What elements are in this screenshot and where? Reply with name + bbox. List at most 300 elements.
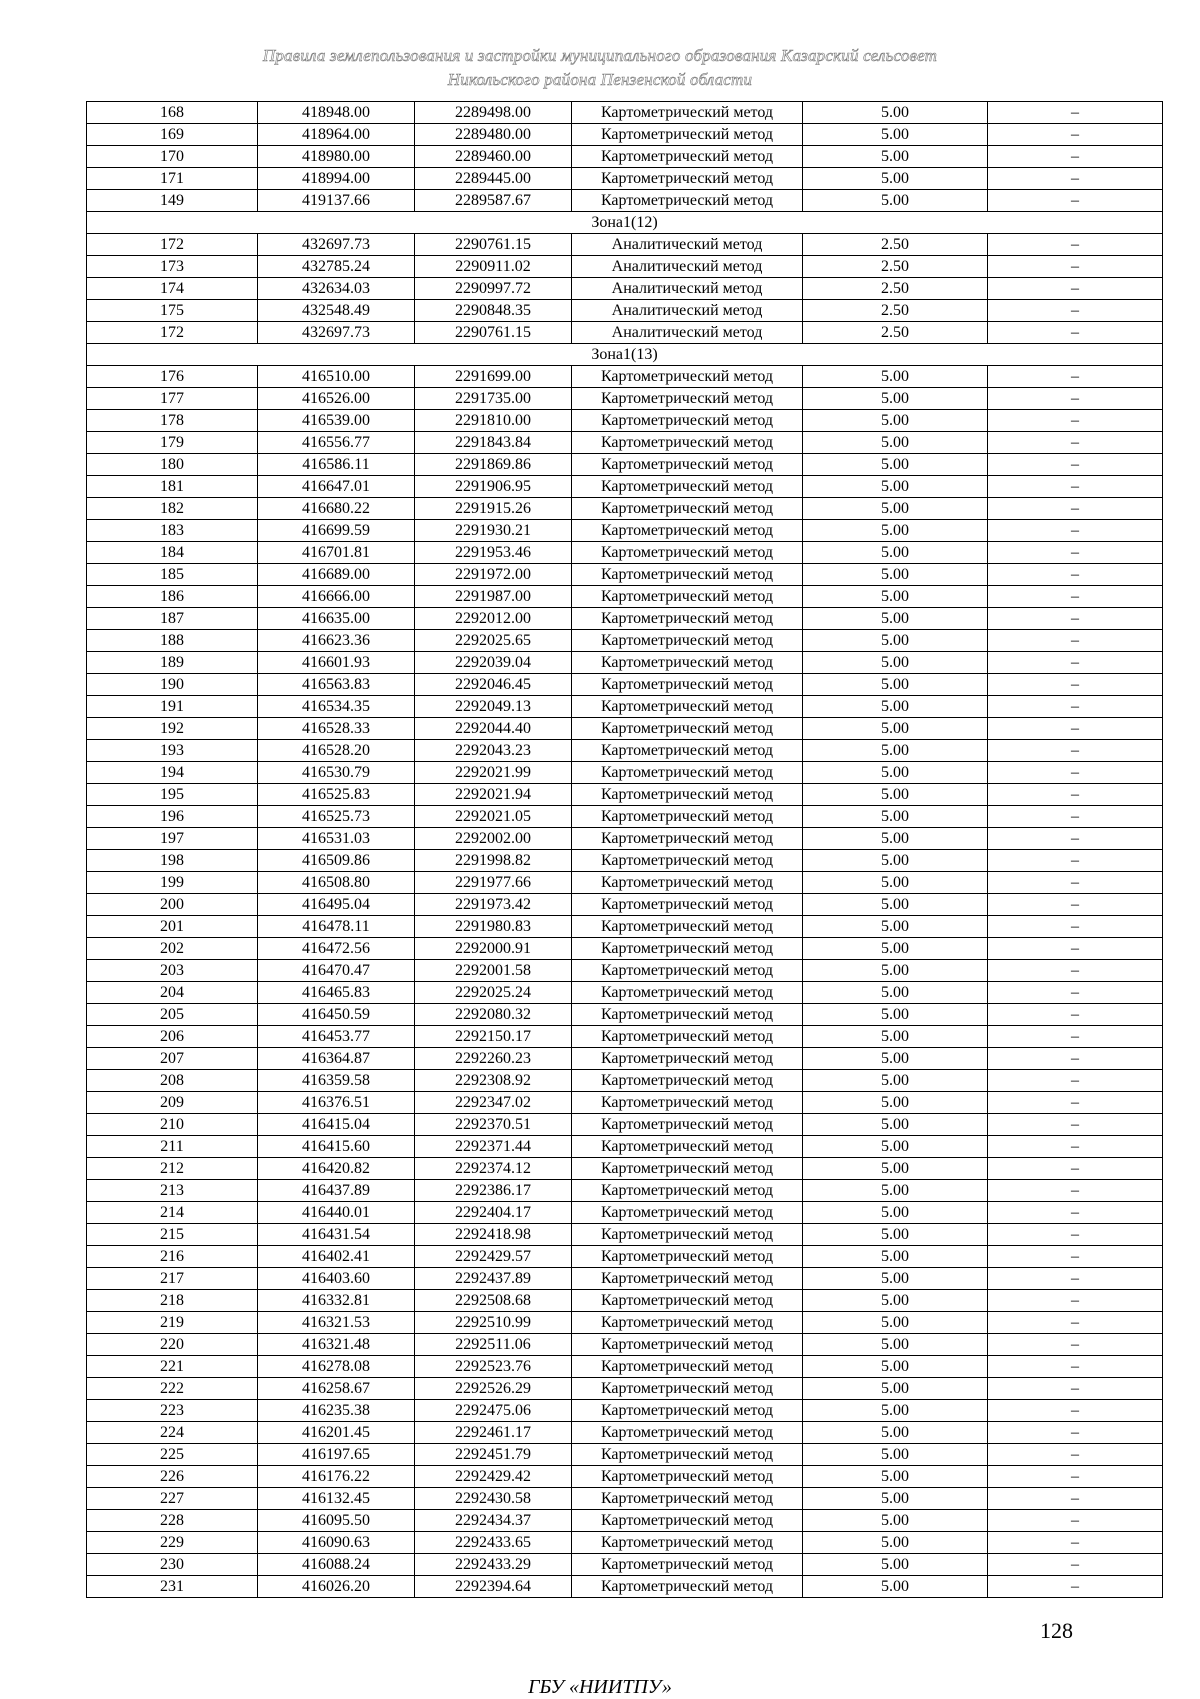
- point-number-cell: 217: [87, 1268, 258, 1290]
- description-cell: –: [988, 762, 1163, 784]
- x-coordinate-cell: 432785.24: [258, 256, 415, 278]
- table-row: [87, 608, 1163, 630]
- point-number-cell: 221: [87, 1356, 258, 1378]
- table-row: [87, 190, 1163, 212]
- y-coordinate-cell: 2289480.00: [415, 124, 572, 146]
- point-number-cell: 226: [87, 1466, 258, 1488]
- y-coordinate-cell: 2292080.32: [415, 1004, 572, 1026]
- table-row: [87, 520, 1163, 542]
- accuracy-cell: 5.00: [803, 608, 988, 630]
- table-row: [87, 1202, 1163, 1224]
- point-number-cell: 202: [87, 938, 258, 960]
- description-cell: –: [988, 1268, 1163, 1290]
- description-cell: –: [988, 1026, 1163, 1048]
- table-row: [87, 630, 1163, 652]
- point-number-cell: 176: [87, 366, 258, 388]
- method-cell: Картометрический метод: [572, 1290, 803, 1312]
- accuracy-cell: 2.50: [803, 234, 988, 256]
- table-row: [87, 1004, 1163, 1026]
- header-line-1: Правила землепользования и застройки муниципального образования Казарский сельсовет: [262, 46, 938, 65]
- accuracy-cell: 5.00: [803, 1356, 988, 1378]
- x-coordinate-cell: 416403.60: [258, 1268, 415, 1290]
- accuracy-cell: 5.00: [803, 1466, 988, 1488]
- running-header: [0, 44, 1200, 92]
- x-coordinate-cell: 416680.22: [258, 498, 415, 520]
- x-coordinate-cell: 416415.60: [258, 1136, 415, 1158]
- x-coordinate-cell: 416026.20: [258, 1576, 415, 1598]
- accuracy-cell: 5.00: [803, 696, 988, 718]
- table-row: [87, 102, 1163, 124]
- x-coordinate-cell: 416525.73: [258, 806, 415, 828]
- method-cell: Картометрический метод: [572, 938, 803, 960]
- x-coordinate-cell: 416278.08: [258, 1356, 415, 1378]
- footer-organization: ГБУ «НИИТПУ»: [528, 1676, 672, 1698]
- table-row: [87, 1246, 1163, 1268]
- accuracy-cell: 5.00: [803, 938, 988, 960]
- accuracy-cell: 5.00: [803, 1268, 988, 1290]
- x-coordinate-cell: 416235.38: [258, 1400, 415, 1422]
- accuracy-cell: 5.00: [803, 1224, 988, 1246]
- y-coordinate-cell: 2292523.76: [415, 1356, 572, 1378]
- accuracy-cell: 5.00: [803, 498, 988, 520]
- table-row: [87, 1576, 1163, 1598]
- x-coordinate-cell: 416647.01: [258, 476, 415, 498]
- y-coordinate-cell: 2292510.99: [415, 1312, 572, 1334]
- description-cell: –: [988, 1488, 1163, 1510]
- method-cell: Картометрический метод: [572, 1202, 803, 1224]
- accuracy-cell: 5.00: [803, 894, 988, 916]
- table-row: [87, 454, 1163, 476]
- method-cell: Картометрический метод: [572, 1092, 803, 1114]
- description-cell: –: [988, 498, 1163, 520]
- description-cell: –: [988, 454, 1163, 476]
- x-coordinate-cell: 432697.73: [258, 322, 415, 344]
- table-row: [87, 1312, 1163, 1334]
- accuracy-cell: 5.00: [803, 1510, 988, 1532]
- accuracy-cell: 5.00: [803, 520, 988, 542]
- description-cell: –: [988, 1092, 1163, 1114]
- y-coordinate-cell: 2292386.17: [415, 1180, 572, 1202]
- x-coordinate-cell: 416666.00: [258, 586, 415, 608]
- x-coordinate-cell: 416197.65: [258, 1444, 415, 1466]
- description-cell: –: [988, 1180, 1163, 1202]
- x-coordinate-cell: 416556.77: [258, 432, 415, 454]
- accuracy-cell: 5.00: [803, 1114, 988, 1136]
- method-cell: Картометрический метод: [572, 410, 803, 432]
- zone-header-row: [87, 344, 1163, 366]
- table-row: [87, 1334, 1163, 1356]
- x-coordinate-cell: 416095.50: [258, 1510, 415, 1532]
- method-cell: Картометрический метод: [572, 1356, 803, 1378]
- description-cell: –: [988, 1158, 1163, 1180]
- table-row: [87, 1510, 1163, 1532]
- description-cell: –: [988, 410, 1163, 432]
- method-cell: Аналитический метод: [572, 256, 803, 278]
- description-cell: –: [988, 1576, 1163, 1598]
- coordinates-table-wrapper: [86, 101, 1162, 1598]
- description-cell: –: [988, 124, 1163, 146]
- accuracy-cell: 5.00: [803, 1158, 988, 1180]
- accuracy-cell: 5.00: [803, 1444, 988, 1466]
- x-coordinate-cell: 416509.86: [258, 850, 415, 872]
- description-cell: –: [988, 872, 1163, 894]
- x-coordinate-cell: 416508.80: [258, 872, 415, 894]
- accuracy-cell: 5.00: [803, 850, 988, 872]
- table-row: [87, 806, 1163, 828]
- description-cell: –: [988, 542, 1163, 564]
- accuracy-cell: 5.00: [803, 960, 988, 982]
- table-row: [87, 1444, 1163, 1466]
- y-coordinate-cell: 2291998.82: [415, 850, 572, 872]
- description-cell: –: [988, 806, 1163, 828]
- y-coordinate-cell: 2292044.40: [415, 718, 572, 740]
- accuracy-cell: 5.00: [803, 1312, 988, 1334]
- method-cell: Картометрический метод: [572, 718, 803, 740]
- y-coordinate-cell: 2292025.65: [415, 630, 572, 652]
- method-cell: Картометрический метод: [572, 366, 803, 388]
- description-cell: –: [988, 520, 1163, 542]
- accuracy-cell: 5.00: [803, 190, 988, 212]
- y-coordinate-cell: 2290761.15: [415, 234, 572, 256]
- table-row: [87, 1356, 1163, 1378]
- point-number-cell: 219: [87, 1312, 258, 1334]
- x-coordinate-cell: 416402.41: [258, 1246, 415, 1268]
- point-number-cell: 223: [87, 1400, 258, 1422]
- method-cell: Картометрический метод: [572, 190, 803, 212]
- x-coordinate-cell: 416440.01: [258, 1202, 415, 1224]
- y-coordinate-cell: 2291930.21: [415, 520, 572, 542]
- description-cell: –: [988, 1070, 1163, 1092]
- accuracy-cell: 5.00: [803, 432, 988, 454]
- accuracy-cell: 2.50: [803, 278, 988, 300]
- point-number-cell: 172: [87, 322, 258, 344]
- accuracy-cell: 5.00: [803, 828, 988, 850]
- table-row: [87, 1092, 1163, 1114]
- x-coordinate-cell: 416526.00: [258, 388, 415, 410]
- point-number-cell: 179: [87, 432, 258, 454]
- description-cell: –: [988, 278, 1163, 300]
- y-coordinate-cell: 2292150.17: [415, 1026, 572, 1048]
- point-number-cell: 207: [87, 1048, 258, 1070]
- table-row: [87, 124, 1163, 146]
- description-cell: –: [988, 938, 1163, 960]
- y-coordinate-cell: 2292000.91: [415, 938, 572, 960]
- accuracy-cell: 5.00: [803, 784, 988, 806]
- accuracy-cell: 5.00: [803, 586, 988, 608]
- accuracy-cell: 5.00: [803, 1334, 988, 1356]
- description-cell: –: [988, 564, 1163, 586]
- header-line-2: Никольского района Пензенской области: [447, 70, 753, 89]
- accuracy-cell: 5.00: [803, 410, 988, 432]
- x-coordinate-cell: 416364.87: [258, 1048, 415, 1070]
- y-coordinate-cell: 2292021.94: [415, 784, 572, 806]
- point-number-cell: 169: [87, 124, 258, 146]
- y-coordinate-cell: 2292434.37: [415, 1510, 572, 1532]
- accuracy-cell: 5.00: [803, 1246, 988, 1268]
- x-coordinate-cell: 416601.93: [258, 652, 415, 674]
- description-cell: –: [988, 146, 1163, 168]
- x-coordinate-cell: 416699.59: [258, 520, 415, 542]
- table-row: [87, 1268, 1163, 1290]
- description-cell: –: [988, 630, 1163, 652]
- method-cell: Картометрический метод: [572, 608, 803, 630]
- description-cell: –: [988, 1114, 1163, 1136]
- point-number-cell: 199: [87, 872, 258, 894]
- y-coordinate-cell: 2292347.02: [415, 1092, 572, 1114]
- y-coordinate-cell: 2292429.42: [415, 1466, 572, 1488]
- point-number-cell: 175: [87, 300, 258, 322]
- y-coordinate-cell: 2292511.06: [415, 1334, 572, 1356]
- description-cell: –: [988, 1532, 1163, 1554]
- description-cell: –: [988, 256, 1163, 278]
- point-number-cell: 208: [87, 1070, 258, 1092]
- point-number-cell: 188: [87, 630, 258, 652]
- y-coordinate-cell: 2291972.00: [415, 564, 572, 586]
- x-coordinate-cell: 418964.00: [258, 124, 415, 146]
- point-number-cell: 229: [87, 1532, 258, 1554]
- x-coordinate-cell: 418948.00: [258, 102, 415, 124]
- point-number-cell: 227: [87, 1488, 258, 1510]
- point-number-cell: 209: [87, 1092, 258, 1114]
- y-coordinate-cell: 2292308.92: [415, 1070, 572, 1092]
- accuracy-cell: 5.00: [803, 674, 988, 696]
- table-row: [87, 1488, 1163, 1510]
- point-number-cell: 182: [87, 498, 258, 520]
- table-row: [87, 916, 1163, 938]
- description-cell: –: [988, 1312, 1163, 1334]
- description-cell: –: [988, 432, 1163, 454]
- description-cell: –: [988, 1466, 1163, 1488]
- x-coordinate-cell: 418994.00: [258, 168, 415, 190]
- x-coordinate-cell: 416321.53: [258, 1312, 415, 1334]
- point-number-cell: 183: [87, 520, 258, 542]
- x-coordinate-cell: 416258.67: [258, 1378, 415, 1400]
- x-coordinate-cell: 416470.47: [258, 960, 415, 982]
- point-number-cell: 171: [87, 168, 258, 190]
- description-cell: –: [988, 960, 1163, 982]
- y-coordinate-cell: 2291869.86: [415, 454, 572, 476]
- point-number-cell: 195: [87, 784, 258, 806]
- table-row: [87, 960, 1163, 982]
- accuracy-cell: 5.00: [803, 630, 988, 652]
- y-coordinate-cell: 2292394.64: [415, 1576, 572, 1598]
- x-coordinate-cell: 416528.33: [258, 718, 415, 740]
- method-cell: Аналитический метод: [572, 278, 803, 300]
- accuracy-cell: 5.00: [803, 740, 988, 762]
- method-cell: Картометрический метод: [572, 1268, 803, 1290]
- method-cell: Картометрический метод: [572, 520, 803, 542]
- description-cell: –: [988, 982, 1163, 1004]
- y-coordinate-cell: 2291987.00: [415, 586, 572, 608]
- table-row: [87, 1114, 1163, 1136]
- description-cell: –: [988, 1510, 1163, 1532]
- method-cell: Картометрический метод: [572, 1576, 803, 1598]
- zone-label: Зона1(12): [87, 212, 1163, 234]
- accuracy-cell: 5.00: [803, 1092, 988, 1114]
- description-cell: –: [988, 1554, 1163, 1576]
- method-cell: Картометрический метод: [572, 982, 803, 1004]
- accuracy-cell: 5.00: [803, 124, 988, 146]
- point-number-cell: 213: [87, 1180, 258, 1202]
- y-coordinate-cell: 2292404.17: [415, 1202, 572, 1224]
- method-cell: Картометрический метод: [572, 960, 803, 982]
- description-cell: –: [988, 916, 1163, 938]
- point-number-cell: 191: [87, 696, 258, 718]
- y-coordinate-cell: 2291735.00: [415, 388, 572, 410]
- method-cell: Картометрический метод: [572, 564, 803, 586]
- point-number-cell: 189: [87, 652, 258, 674]
- table-row: [87, 850, 1163, 872]
- method-cell: Картометрический метод: [572, 1466, 803, 1488]
- method-cell: Картометрический метод: [572, 916, 803, 938]
- point-number-cell: 170: [87, 146, 258, 168]
- method-cell: Картометрический метод: [572, 784, 803, 806]
- x-coordinate-cell: 416453.77: [258, 1026, 415, 1048]
- table-row: [87, 234, 1163, 256]
- method-cell: Картометрический метод: [572, 1048, 803, 1070]
- x-coordinate-cell: 416701.81: [258, 542, 415, 564]
- method-cell: Картометрический метод: [572, 1136, 803, 1158]
- y-coordinate-cell: 2291980.83: [415, 916, 572, 938]
- method-cell: Картометрический метод: [572, 1378, 803, 1400]
- x-coordinate-cell: 432634.03: [258, 278, 415, 300]
- y-coordinate-cell: 2292001.58: [415, 960, 572, 982]
- y-coordinate-cell: 2292370.51: [415, 1114, 572, 1136]
- description-cell: –: [988, 894, 1163, 916]
- point-number-cell: 216: [87, 1246, 258, 1268]
- method-cell: Картометрический метод: [572, 1334, 803, 1356]
- method-cell: Картометрический метод: [572, 1488, 803, 1510]
- point-number-cell: 196: [87, 806, 258, 828]
- description-cell: –: [988, 784, 1163, 806]
- x-coordinate-cell: 416415.04: [258, 1114, 415, 1136]
- description-cell: –: [988, 1444, 1163, 1466]
- accuracy-cell: 5.00: [803, 564, 988, 586]
- description-cell: –: [988, 300, 1163, 322]
- accuracy-cell: 5.00: [803, 1048, 988, 1070]
- x-coordinate-cell: 416525.83: [258, 784, 415, 806]
- table-row: [87, 1422, 1163, 1444]
- table-row: [87, 564, 1163, 586]
- x-coordinate-cell: 416201.45: [258, 1422, 415, 1444]
- table-row: [87, 1378, 1163, 1400]
- table-row: [87, 498, 1163, 520]
- method-cell: Картометрический метод: [572, 146, 803, 168]
- point-number-cell: 218: [87, 1290, 258, 1312]
- table-row: [87, 1180, 1163, 1202]
- y-coordinate-cell: 2292049.13: [415, 696, 572, 718]
- description-cell: –: [988, 608, 1163, 630]
- y-coordinate-cell: 2292429.57: [415, 1246, 572, 1268]
- table-row: [87, 366, 1163, 388]
- y-coordinate-cell: 2289460.00: [415, 146, 572, 168]
- accuracy-cell: 5.00: [803, 1290, 988, 1312]
- y-coordinate-cell: 2290911.02: [415, 256, 572, 278]
- description-cell: –: [988, 1378, 1163, 1400]
- accuracy-cell: 5.00: [803, 718, 988, 740]
- accuracy-cell: 5.00: [803, 916, 988, 938]
- table-row: [87, 542, 1163, 564]
- accuracy-cell: 5.00: [803, 1422, 988, 1444]
- point-number-cell: 215: [87, 1224, 258, 1246]
- y-coordinate-cell: 2292012.00: [415, 608, 572, 630]
- accuracy-cell: 5.00: [803, 1026, 988, 1048]
- method-cell: Картометрический метод: [572, 1070, 803, 1092]
- method-cell: Аналитический метод: [572, 300, 803, 322]
- method-cell: Картометрический метод: [572, 1158, 803, 1180]
- description-cell: –: [988, 476, 1163, 498]
- y-coordinate-cell: 2291977.66: [415, 872, 572, 894]
- method-cell: Картометрический метод: [572, 542, 803, 564]
- method-cell: Картометрический метод: [572, 674, 803, 696]
- accuracy-cell: 5.00: [803, 146, 988, 168]
- table-row: [87, 696, 1163, 718]
- point-number-cell: 203: [87, 960, 258, 982]
- table-row: [87, 1224, 1163, 1246]
- x-coordinate-cell: 416450.59: [258, 1004, 415, 1026]
- point-number-cell: 230: [87, 1554, 258, 1576]
- table-row: [87, 740, 1163, 762]
- method-cell: Картометрический метод: [572, 1180, 803, 1202]
- x-coordinate-cell: 416176.22: [258, 1466, 415, 1488]
- method-cell: Картометрический метод: [572, 586, 803, 608]
- x-coordinate-cell: 416465.83: [258, 982, 415, 1004]
- table-row: [87, 256, 1163, 278]
- y-coordinate-cell: 2290761.15: [415, 322, 572, 344]
- y-coordinate-cell: 2292002.00: [415, 828, 572, 850]
- table-row: [87, 586, 1163, 608]
- table-row: [87, 1400, 1163, 1422]
- description-cell: –: [988, 322, 1163, 344]
- accuracy-cell: 5.00: [803, 1202, 988, 1224]
- y-coordinate-cell: 2292021.05: [415, 806, 572, 828]
- description-cell: –: [988, 1334, 1163, 1356]
- accuracy-cell: 5.00: [803, 1400, 988, 1422]
- table-row: [87, 1532, 1163, 1554]
- x-coordinate-cell: 416534.35: [258, 696, 415, 718]
- accuracy-cell: 5.00: [803, 982, 988, 1004]
- method-cell: Картометрический метод: [572, 894, 803, 916]
- accuracy-cell: 5.00: [803, 1488, 988, 1510]
- method-cell: Картометрический метод: [572, 850, 803, 872]
- table-row: [87, 1070, 1163, 1092]
- y-coordinate-cell: 2292039.04: [415, 652, 572, 674]
- y-coordinate-cell: 2289445.00: [415, 168, 572, 190]
- y-coordinate-cell: 2291699.00: [415, 366, 572, 388]
- y-coordinate-cell: 2292021.99: [415, 762, 572, 784]
- table-row: [87, 146, 1163, 168]
- method-cell: Картометрический метод: [572, 1114, 803, 1136]
- y-coordinate-cell: 2291843.84: [415, 432, 572, 454]
- zone-header-row: [87, 212, 1163, 234]
- y-coordinate-cell: 2289587.67: [415, 190, 572, 212]
- y-coordinate-cell: 2292508.68: [415, 1290, 572, 1312]
- table-row: [87, 1158, 1163, 1180]
- method-cell: Картометрический метод: [572, 1246, 803, 1268]
- table-row: [87, 322, 1163, 344]
- description-cell: –: [988, 1202, 1163, 1224]
- table-row: [87, 1466, 1163, 1488]
- method-cell: Картометрический метод: [572, 630, 803, 652]
- method-cell: Картометрический метод: [572, 168, 803, 190]
- accuracy-cell: 5.00: [803, 872, 988, 894]
- x-coordinate-cell: 416478.11: [258, 916, 415, 938]
- point-number-cell: 184: [87, 542, 258, 564]
- point-number-cell: 181: [87, 476, 258, 498]
- x-coordinate-cell: 416539.00: [258, 410, 415, 432]
- y-coordinate-cell: 2292371.44: [415, 1136, 572, 1158]
- description-cell: –: [988, 850, 1163, 872]
